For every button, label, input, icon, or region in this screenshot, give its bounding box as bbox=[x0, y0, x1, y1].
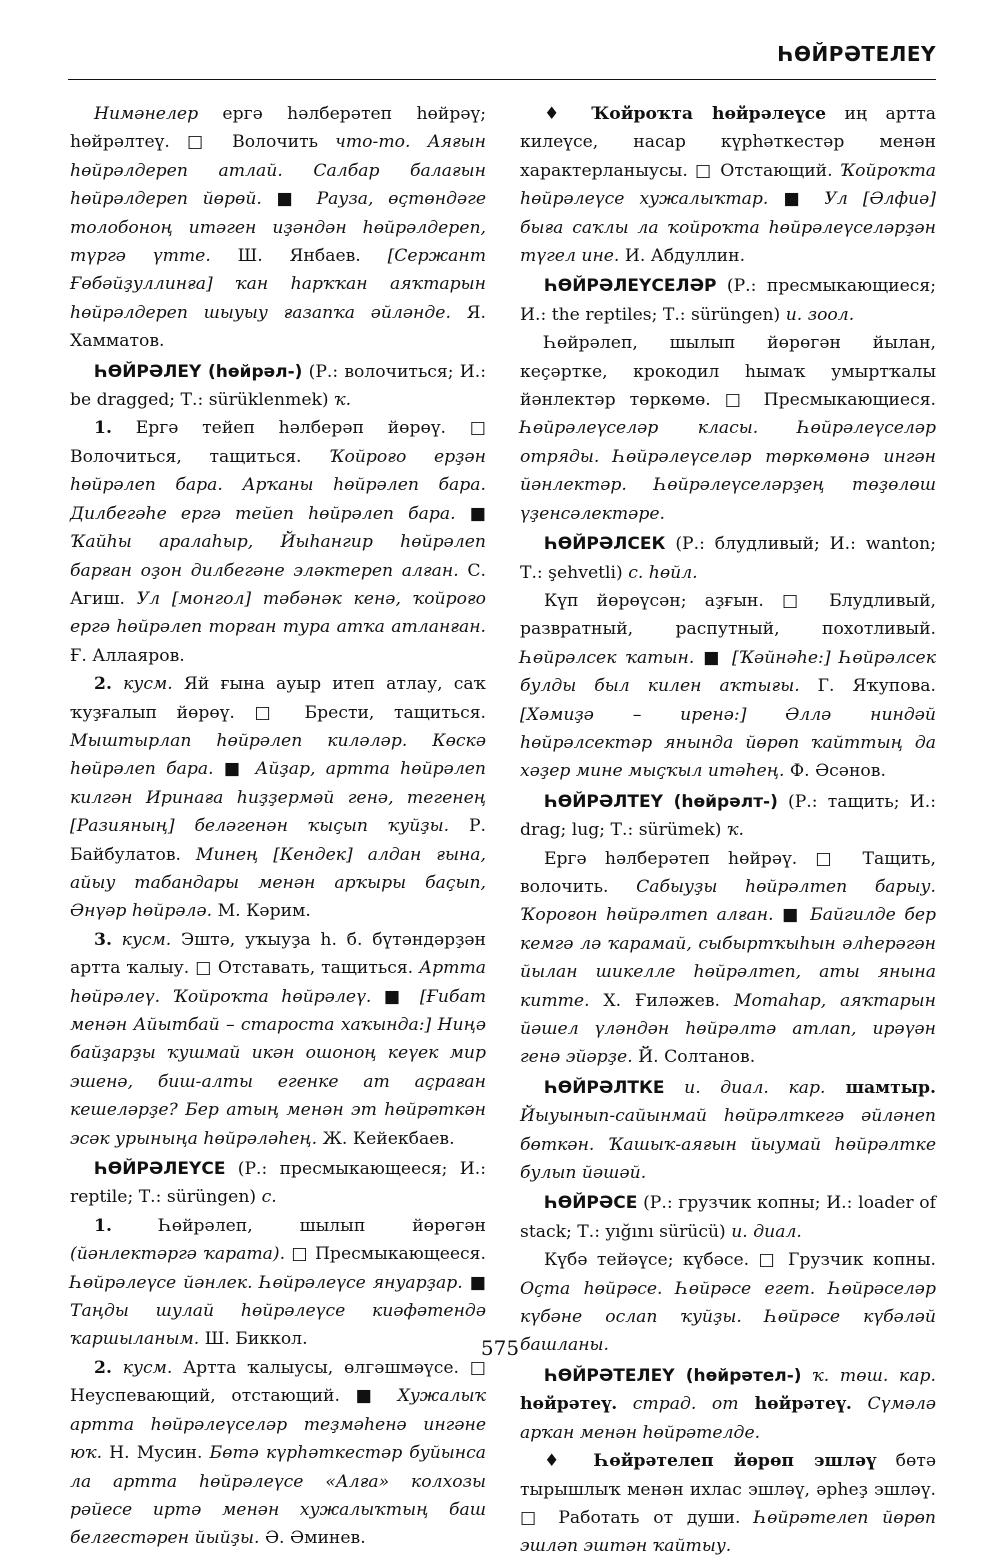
usage-label: кусм. bbox=[111, 674, 173, 695]
pos-label: и. зоол. bbox=[785, 304, 855, 325]
entry-headword bbox=[520, 1362, 936, 1447]
cross-reference: һөйрәтеү. bbox=[520, 1394, 618, 1415]
headword: ҺӨЙРӘЛТЕҮ bbox=[544, 791, 663, 812]
example-text: Айҙар, артта һөйрәлеп килгән Иринаға һиҙҙермәй генә, тегенең [Разияның] беләгенән ҡыҫып ҡуйҙы. bbox=[70, 759, 487, 837]
pos-label: и. диал. кар. bbox=[664, 1077, 826, 1098]
example-text: Рауза, өҫтөндәге толобоноң итәген иҙәндән һөйрәлдереп, түргә үтте. bbox=[70, 189, 486, 267]
example-text: Артта һөйрәлеү. Ҡойроҡта һөйрәлеү. bbox=[70, 958, 486, 1007]
example-text: Хужалыҡ артта һөйрәлеүселәр теҙмәһенә ингәне юҡ. bbox=[70, 1386, 487, 1464]
page-number: 575 bbox=[480, 1336, 520, 1360]
phrase-entry bbox=[520, 1447, 936, 1561]
entry-headword bbox=[520, 530, 936, 587]
text-run: Яй ғына ауыр итеп атлау, саҡ ҡуҙғалып йөрөү. □ Брести, тащиться. bbox=[70, 674, 486, 723]
example-text: что-то. Аяғын һөйрәлдереп атлай. Салбар балағын һөйрәлдереп йөрөй. bbox=[70, 132, 486, 210]
translations: (Р.: пресмыкающиеся; И.: the reptiles; Т.: sürüngen) bbox=[520, 276, 936, 325]
usage-label: кусм. bbox=[111, 929, 172, 950]
translations: (Р.: блудливый; И.: wanton; Т.: şehvetli) bbox=[520, 534, 936, 583]
citation-author: Ш. Биккол. bbox=[199, 1329, 308, 1350]
entry-headword bbox=[520, 1074, 936, 1188]
citation-author: Й. Солтанов. bbox=[632, 1047, 756, 1068]
sense bbox=[70, 1212, 486, 1354]
entry-headword bbox=[520, 1189, 936, 1246]
example-text: [Ғибат менән Айытбай – староста хаҡында:] Ниңә байҙарҙы ҡушмай икән ошоноң кеүек мир эшенә, биш-алты егенке ат аҫраған кешеләрҙе? Бер атың менән эт һөйрәткән эсәк урыныңа һөйрәләһең. bbox=[70, 986, 487, 1149]
example-text: Байгилде бер кемгә лә ҡарамай, сыбыртҡыһын әлһерәгән йылан шикелле һөйрәлтеп, аты янына китте. bbox=[520, 905, 937, 1011]
citation-author: Ғ. Аллаяров. bbox=[70, 645, 185, 666]
square-marker: ■ bbox=[213, 759, 256, 780]
example-text: Ул [Әлфиә] быға саҡлы ла ҡойроҡта һөйрәлеүселәрҙән түгел ине. bbox=[520, 189, 937, 267]
example-text: Ҡойроҡта һөйрәлеүсе хужалыҡтар. bbox=[520, 160, 936, 210]
headword: ҺӨЙРӘЛТКЕ bbox=[544, 1077, 665, 1098]
citation-author: Ш. Янбаев. bbox=[210, 246, 388, 267]
text-run: Ергә һәлберәтеп һөйрәү. □ Тащить, волочить. bbox=[520, 848, 936, 897]
entry-headword bbox=[520, 788, 936, 845]
square-marker: ■ bbox=[455, 503, 486, 524]
phrase-entry bbox=[520, 100, 936, 270]
sense bbox=[70, 926, 486, 1153]
translations: (Р.: пресмыкающееся; И.: reptile; Т.: sürüngen) bbox=[70, 1159, 486, 1208]
example-text: Һөйрәтелеп йөрөп эшләп эштән ҡайтыу. bbox=[520, 1507, 937, 1557]
text-run: ергә һәлберәтеп һөйрәү; һөйрәлтеү. □ Волочить bbox=[70, 104, 486, 153]
headword: ҺӨЙРӘЛЕҮСЕЛӘР bbox=[544, 276, 717, 297]
square-marker: ■ bbox=[355, 1386, 398, 1407]
example-text: Оҫта һөйрәсе. Һөйрәсе егет. Һөйрәселәр күбәне ослап ҡуйҙы. Һөйрәсе күбәләй башланы. bbox=[520, 1278, 936, 1356]
text-run: Һөйрәлеп, шылып йөрөгән bbox=[111, 1215, 486, 1236]
citation-author: Р. Байбулатов. bbox=[70, 816, 487, 865]
cross-reference: шамтыр. bbox=[825, 1077, 936, 1098]
example-text: Сабыуҙы һөйрәлтеп барыу. Ҡороғон һөйрәлтеп алған. bbox=[520, 876, 936, 926]
example-text: [Хәмиҙә – иренә:] Әллә ниндәй һөйрәлсектәр янында йөрөп ҡайттың да хәҙер мине мыҫҡыл итәһең. bbox=[520, 704, 936, 782]
text-run: Ергә тейеп һәлберәп йөрөү. □ Волочиться, тащиться. bbox=[70, 418, 486, 467]
square-marker: ■ bbox=[261, 189, 317, 210]
example-text: Мыштырлап һөйрәлеп киләләр. Көскә һөйрәлеп бара. bbox=[70, 730, 486, 780]
example-text: Һөйрәлеүселәр класы. Һөйрәлеүселәр отряды. Һөйрәлеүселәр төркөмөнә ингән йәнлектәр. Һөйрәлеүселәрҙең төҙөлөш үҙенсәлектәре. bbox=[520, 418, 936, 524]
sense-number: 3. bbox=[94, 929, 112, 950]
citation-author: Ф. Әсәнов. bbox=[784, 761, 886, 782]
square-marker: ■ bbox=[694, 647, 733, 668]
headword: ҺӨЙРӘСЕ bbox=[544, 1193, 638, 1214]
citation-author: С. Агиш. bbox=[70, 560, 486, 609]
example-text: Йыуынып-сайынмай һөйрәлткегә әйләнеп бөткән. Ҡашыҡ-аяғын йыумай һөйрәлтке булып йәшәй. bbox=[520, 1106, 936, 1184]
pos-label: ҡ. bbox=[726, 820, 744, 841]
left-column bbox=[70, 100, 486, 1553]
example-text: Таңды шулай һөйрәлеүсе киәфәтендә ҡаршыланым. bbox=[70, 1301, 486, 1350]
entry-definition bbox=[520, 329, 936, 528]
citation-author: Ж. Кейекбаев. bbox=[317, 1128, 455, 1149]
usage-note: (йәнлектәргә ҡарата). bbox=[70, 1244, 286, 1265]
square-marker: ■ bbox=[462, 1272, 486, 1293]
citation-author: Х. Ғиләжев. bbox=[589, 990, 734, 1011]
pos-label: и. диал. bbox=[731, 1221, 802, 1242]
stem: (һөйрәлт-) bbox=[662, 791, 778, 812]
sense-number: 1. bbox=[94, 418, 112, 439]
citation-author: Г. Яҡупова. bbox=[799, 676, 937, 697]
example-text: Ул [монгол] тәбәнәк кенә, ҡойроғо ергә һөйрәлеп торған тура атҡа атланған. bbox=[70, 588, 486, 638]
example-text: [Сержант Ғөбәйҙуллинға] ҡан һарҡҡан аяҡтарын һөйрәлдереп шыуыу ғазапҡа әйләнде. bbox=[70, 246, 486, 323]
text-run: Артта ҡалыусы, өлгәшмәүсе. □ Неуспевающий, отстающий. bbox=[70, 1357, 486, 1407]
headword: ҺӨЙРӘЛЕҮСЕ bbox=[94, 1159, 226, 1180]
square-marker: ■ bbox=[768, 189, 825, 210]
text-run: Эштә, уҡыуҙа һ. б. бүтәндәрҙән артта ҡалыу. □ Отставать, тащиться. bbox=[70, 929, 486, 979]
example-text: Ҡойроғо ерҙән һөйрәлеп бара. Арҡаны һөйрәлеп бара. Дилбегәһе ергә тейеп һөйрәлеп бара. bbox=[70, 446, 487, 524]
text-run: бөтә тырышлыҡ менән ихлас эшләү, әрһеҙ эшләү. □ Работать от души. bbox=[520, 1451, 937, 1528]
square-marker: ■ bbox=[371, 986, 420, 1007]
sense bbox=[70, 414, 486, 670]
phrase-headword: ♦ Һөйрәтелеп йөрөп эшләү bbox=[544, 1451, 877, 1472]
sense-number: 2. bbox=[94, 674, 112, 695]
example-text: Мотаһар, аяҡтарын йәшел үләндән һөйрәлтә атлап, ирәүән генә эйәрҙе. bbox=[520, 990, 937, 1068]
translations: (Р.: тащить; И.: drag; lug; Т.: sürümek) bbox=[520, 791, 936, 841]
pos-label: ҡ. төш. кар. bbox=[801, 1365, 936, 1386]
header-rule bbox=[68, 79, 936, 80]
example-text: Минең [Кендек] алдан ғына, айыу табандары менән арҡыры баҫып, Әнүәр һөйрәлә. bbox=[70, 844, 486, 922]
usage-label: страд. от bbox=[617, 1394, 739, 1415]
entry-definition bbox=[70, 100, 486, 356]
entry-definition bbox=[520, 845, 936, 1072]
text-run: □ Пресмыкающееся. bbox=[285, 1244, 486, 1265]
entry-headword bbox=[70, 358, 486, 415]
text-run: Һөйрәлеп, шылып йөрөгән йылан, кеҫәртке, крокодил һымаҡ умыртҡалы йәнлектәр төркөмө. □ Пресмыкающиеся. bbox=[520, 333, 936, 411]
phrase-headword: ♦ Ҡойроҡта һөйрәлеүсе bbox=[544, 104, 827, 124]
pos-label: с. һөйл. bbox=[628, 562, 698, 583]
example-text: Һөйрәлсек ҡатын. bbox=[520, 647, 695, 668]
square-marker: ■ bbox=[773, 905, 811, 926]
text-run: Күбә тейәүсе; күбәсе. □ Грузчик копны. bbox=[544, 1250, 936, 1271]
stem: (һөйрәл-) bbox=[201, 361, 303, 382]
usage-label: кусм. bbox=[111, 1357, 173, 1378]
sense bbox=[70, 670, 486, 926]
example-text: Ҡайһы аралаһыр, Йыһангир һөйрәлеп барған оҙон дилбегәне эләктереп алған. bbox=[70, 532, 486, 581]
entry-headword bbox=[70, 1155, 486, 1212]
citation-author: Ә. Әминев. bbox=[259, 1528, 366, 1549]
example-text: Һөйрәлеүсе йәнлек. Һөйрәлеүсе януарҙар. bbox=[70, 1272, 463, 1293]
citation-author: Я. Хамматов. bbox=[70, 302, 486, 352]
pos-label: ҡ. bbox=[334, 390, 352, 411]
translations: (Р.: грузчик копны; И.: loader of stack; Т.: yığını sürücü) bbox=[520, 1193, 936, 1242]
headword: ҺӨЙРӘЛЕҮ bbox=[94, 361, 202, 382]
example-text: Сүмәлә арҡан менән һөйрәтелде. bbox=[520, 1394, 936, 1443]
headword: ҺӨЙРӘЛСЕК bbox=[544, 534, 666, 555]
cross-reference: һөйрәтеү. bbox=[738, 1394, 852, 1415]
sense bbox=[70, 1354, 486, 1553]
running-head: ҺӨЙРӘТЕЛЕҮ bbox=[777, 42, 936, 66]
text-run: Нимәнелер bbox=[94, 104, 199, 124]
entry-definition bbox=[520, 587, 936, 786]
sense-number: 1. bbox=[94, 1215, 112, 1236]
citation-author: М. Кәрим. bbox=[212, 901, 311, 922]
citation-author: И. Абдуллин. bbox=[619, 246, 746, 267]
stem: (һөйрәтел-) bbox=[674, 1365, 802, 1386]
citation-author: Н. Мусин. bbox=[102, 1443, 210, 1464]
entry-headword bbox=[520, 272, 936, 329]
pos-label: с. bbox=[261, 1187, 277, 1208]
translations: (Р.: волочиться; И.: be dragged; Т.: sürüklenmek) bbox=[70, 361, 486, 411]
headword: ҺӨЙРӘТЕЛЕҮ bbox=[544, 1365, 675, 1386]
sense-number: 2. bbox=[94, 1357, 112, 1378]
example-text: Бөтә күрһәткестәр буйынса ла артта һөйрәлеүсе «Алға» колхозы рәйесе иртә менән хужалыҡтың баш белгестәрен йыйҙы. bbox=[70, 1443, 486, 1549]
text-run: иң артта килеүсе, насар күрһәткестәр менән характерланыусы. □ Отстающий. bbox=[520, 104, 936, 181]
text-run: Күп йөрөүсән; аҙғын. □ Блудливый, развратный, распутный, похотливый. bbox=[520, 590, 936, 640]
example-text: [Ҡәйнәһе:] Һөйрәлсек булды был килен аҡтығы. bbox=[520, 647, 936, 697]
